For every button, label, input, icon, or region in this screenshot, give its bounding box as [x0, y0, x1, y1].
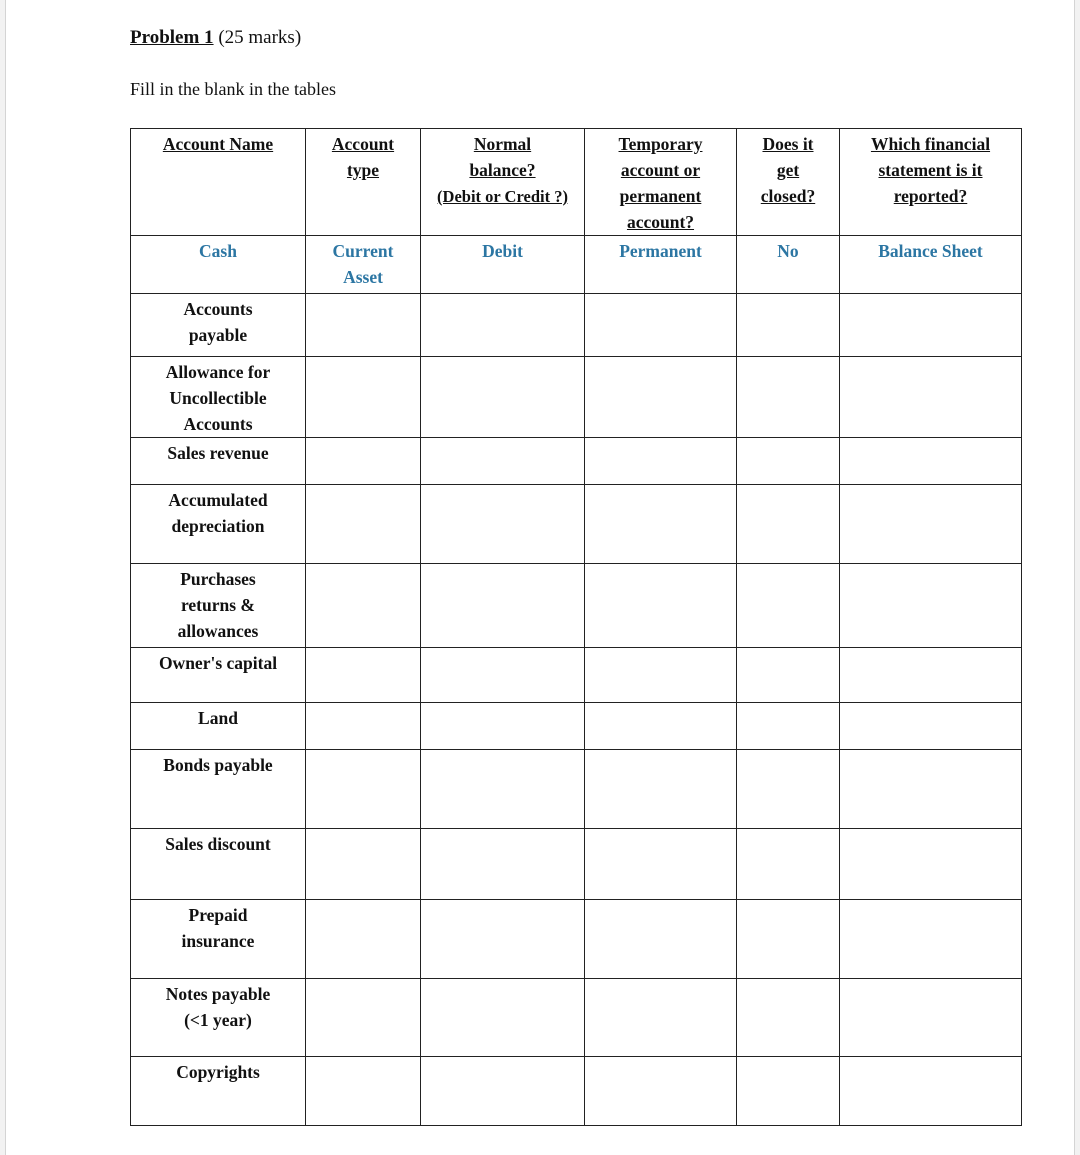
blank-answer-cell[interactable]	[737, 829, 840, 900]
document-page	[5, 0, 1075, 1155]
blank-answer-cell[interactable]	[421, 900, 585, 979]
cell-line: Uncollectible	[169, 388, 267, 408]
blank-answer-cell[interactable]	[306, 485, 421, 564]
example-cell	[737, 236, 840, 294]
cell-line: Does it	[762, 134, 814, 154]
blank-answer-cell[interactable]	[421, 485, 585, 564]
cell-line: account?	[626, 212, 695, 232]
account-name-cell	[131, 485, 306, 564]
blank-answer-cell[interactable]	[421, 648, 585, 703]
blank-answer-cell[interactable]	[737, 703, 840, 750]
blank-answer-cell[interactable]	[306, 703, 421, 750]
account-name-cell	[131, 357, 306, 438]
example-cell	[131, 236, 306, 294]
cell-line: payable	[188, 325, 248, 345]
account-name-cell	[131, 750, 306, 829]
cell-line: Bonds payable	[163, 755, 273, 775]
account-name-cell	[131, 648, 306, 703]
cell-line: Notes payable	[165, 984, 271, 1004]
table-row	[131, 900, 1022, 979]
accounts-table	[130, 128, 1022, 1126]
account-name-cell	[131, 900, 306, 979]
blank-answer-cell[interactable]	[737, 979, 840, 1057]
blank-answer-cell[interactable]	[421, 703, 585, 750]
problem-title: Problem 1	[130, 27, 214, 48]
blank-answer-cell[interactable]	[585, 979, 737, 1057]
cell-line: allowances	[177, 621, 259, 641]
cell-line: Balance Sheet	[878, 241, 983, 261]
blank-answer-cell[interactable]	[840, 829, 1022, 900]
blank-answer-cell[interactable]	[585, 485, 737, 564]
blank-answer-cell[interactable]	[421, 564, 585, 648]
blank-answer-cell[interactable]	[306, 564, 421, 648]
header-financial-statement	[840, 129, 1022, 236]
cell-line: Allowance for	[165, 362, 271, 382]
blank-answer-cell[interactable]	[840, 750, 1022, 829]
cell-line: reported?	[893, 186, 968, 206]
example-cell	[585, 236, 737, 294]
cell-line: get	[776, 160, 800, 180]
cell-line: Permanent	[619, 241, 702, 261]
blank-answer-cell[interactable]	[840, 900, 1022, 979]
cell-line: account or	[620, 160, 701, 180]
blank-answer-cell[interactable]	[737, 438, 840, 485]
header-normal-balance	[421, 129, 585, 236]
blank-answer-cell[interactable]	[421, 750, 585, 829]
cell-line: statement is it	[878, 160, 983, 180]
cell-line: Prepaid	[188, 905, 248, 925]
blank-answer-cell[interactable]	[585, 900, 737, 979]
problem-marks: (25 marks)	[218, 27, 302, 48]
blank-answer-cell[interactable]	[737, 750, 840, 829]
blank-answer-cell[interactable]	[840, 564, 1022, 648]
table-row	[131, 1057, 1022, 1126]
blank-answer-cell[interactable]	[737, 357, 840, 438]
account-name-cell	[131, 438, 306, 485]
cell-line: Copyrights	[176, 1062, 260, 1082]
blank-answer-cell[interactable]	[585, 357, 737, 438]
blank-answer-cell[interactable]	[421, 438, 585, 485]
account-name-cell	[131, 979, 306, 1057]
table-row	[131, 750, 1022, 829]
blank-answer-cell[interactable]	[306, 438, 421, 485]
blank-answer-cell[interactable]	[585, 1057, 737, 1126]
account-name-cell	[131, 703, 306, 750]
blank-answer-cell[interactable]	[840, 438, 1022, 485]
blank-answer-cell[interactable]	[840, 648, 1022, 703]
blank-answer-cell[interactable]	[306, 1057, 421, 1126]
blank-answer-cell[interactable]	[840, 357, 1022, 438]
blank-answer-cell[interactable]	[306, 648, 421, 703]
example-cell	[421, 236, 585, 294]
table-row	[131, 485, 1022, 564]
blank-answer-cell[interactable]	[585, 750, 737, 829]
blank-answer-cell[interactable]	[585, 294, 737, 357]
blank-answer-cell[interactable]	[585, 703, 737, 750]
blank-answer-cell[interactable]	[306, 294, 421, 357]
blank-answer-cell[interactable]	[306, 979, 421, 1057]
cell-line: Owner's capital	[158, 653, 278, 673]
cell-line: permanent	[619, 186, 702, 206]
blank-answer-cell[interactable]	[585, 564, 737, 648]
table-row	[131, 829, 1022, 900]
blank-answer-cell[interactable]	[421, 979, 585, 1057]
cell-line: (<1 year)	[184, 1010, 252, 1030]
header-account-name	[131, 129, 306, 236]
table-row	[131, 438, 1022, 485]
cell-line: balance?	[469, 160, 536, 180]
cell-line: Sales discount	[165, 834, 271, 854]
blank-answer-cell[interactable]	[421, 294, 585, 357]
table-row	[131, 648, 1022, 703]
cell-line: type	[346, 160, 380, 180]
blank-answer-cell[interactable]	[840, 703, 1022, 750]
cell-line: No	[777, 241, 799, 261]
blank-answer-cell[interactable]	[737, 485, 840, 564]
blank-answer-cell[interactable]	[840, 979, 1022, 1057]
cell-line: Purchases	[180, 569, 256, 589]
cell-line: (Debit or Credit ?)	[437, 187, 568, 206]
cell-line: depreciation	[171, 516, 265, 536]
header-account-type	[306, 129, 421, 236]
cell-line: Normal	[473, 134, 532, 154]
blank-answer-cell[interactable]	[840, 1057, 1022, 1126]
blank-answer-cell[interactable]	[840, 485, 1022, 564]
cell-line: Sales revenue	[167, 443, 269, 463]
header-closed	[737, 129, 840, 236]
blank-answer-cell[interactable]	[306, 357, 421, 438]
blank-answer-cell[interactable]	[421, 1057, 585, 1126]
table-row	[131, 564, 1022, 648]
instruction-text: Fill in the blank in the tables	[130, 79, 336, 99]
blank-answer-cell[interactable]	[840, 294, 1022, 357]
header-row	[131, 129, 1022, 236]
cell-line: Temporary	[618, 134, 703, 154]
example-row	[131, 236, 1022, 294]
account-name-cell	[131, 294, 306, 357]
cell-line: Account	[331, 134, 395, 154]
table-row	[131, 979, 1022, 1057]
blank-answer-cell[interactable]	[737, 648, 840, 703]
blank-answer-cell[interactable]	[306, 750, 421, 829]
blank-answer-cell[interactable]	[306, 829, 421, 900]
cell-line: Debit	[482, 241, 523, 261]
account-name-cell	[131, 564, 306, 648]
blank-answer-cell[interactable]	[737, 1057, 840, 1126]
blank-answer-cell[interactable]	[585, 648, 737, 703]
cell-line: Which financial	[870, 134, 991, 154]
blank-answer-cell[interactable]	[737, 294, 840, 357]
blank-answer-cell[interactable]	[585, 438, 737, 485]
account-name-cell	[131, 1057, 306, 1126]
cell-line: closed?	[760, 186, 816, 206]
cell-line: insurance	[181, 931, 255, 951]
table-row	[131, 357, 1022, 438]
table-row	[131, 703, 1022, 750]
blank-answer-cell[interactable]	[306, 900, 421, 979]
blank-answer-cell[interactable]	[421, 357, 585, 438]
cell-line: Asset	[343, 267, 383, 287]
cell-line: Accounts	[183, 299, 253, 319]
cell-line: Account Name	[162, 134, 274, 154]
example-cell	[840, 236, 1022, 294]
blank-answer-cell[interactable]	[421, 829, 585, 900]
cell-line: returns &	[180, 595, 256, 615]
blank-answer-cell[interactable]	[585, 829, 737, 900]
cell-line: Accumulated	[168, 490, 268, 510]
problem-heading	[130, 27, 301, 49]
example-cell	[306, 236, 421, 294]
cell-line: Accounts	[183, 414, 253, 434]
cell-line: Current	[332, 241, 394, 261]
cell-line: Cash	[199, 241, 237, 261]
blank-answer-cell[interactable]	[737, 900, 840, 979]
cell-line: Land	[198, 708, 238, 728]
blank-answer-cell[interactable]	[737, 564, 840, 648]
table-row	[131, 294, 1022, 357]
header-temporary-permanent	[585, 129, 737, 236]
account-name-cell	[131, 829, 306, 900]
